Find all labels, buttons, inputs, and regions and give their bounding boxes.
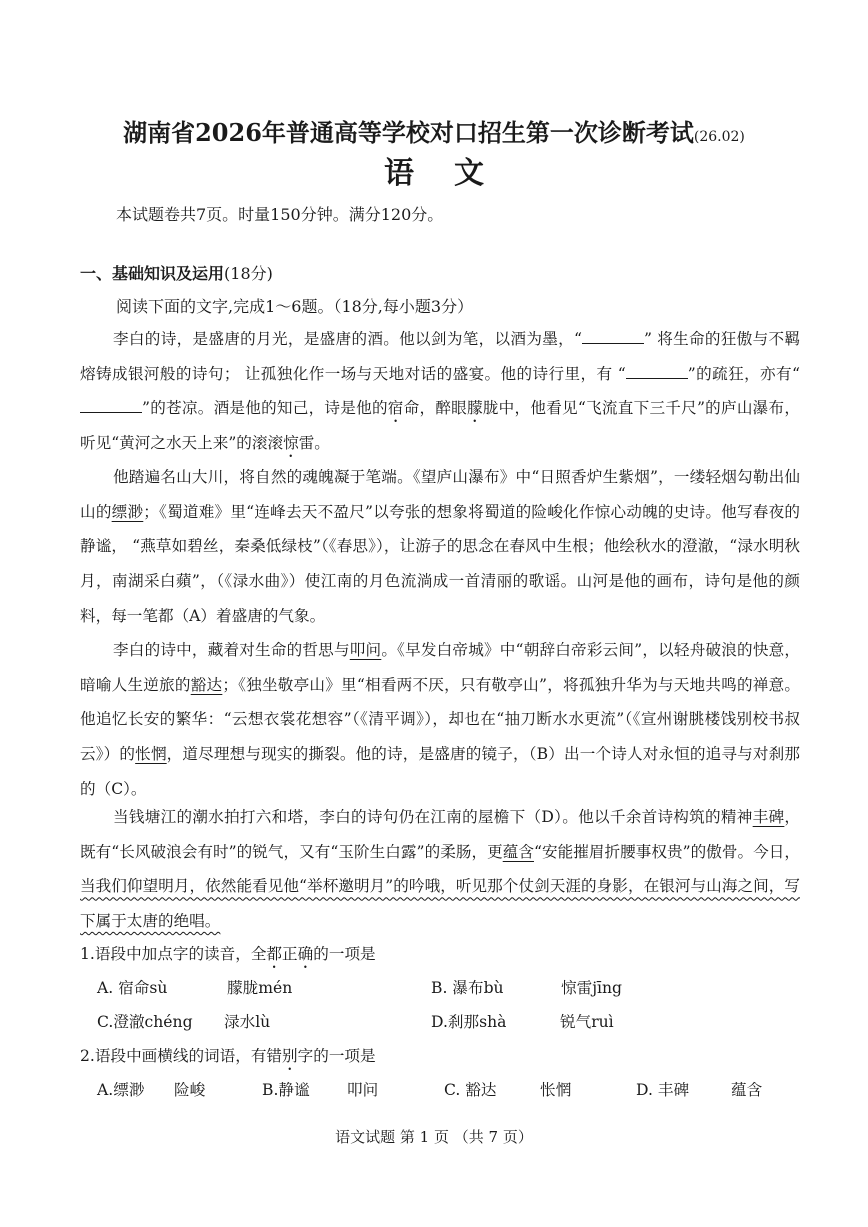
question-1-stem	[80, 942, 376, 972]
text-run: 的一项是	[313, 945, 376, 963]
section-instruction: 阅读下面的文字,完成1～6题。（18分,每小题3分）	[116, 297, 474, 316]
page-footer: 语文试题 第 1 页 （共 7 页）	[335, 1128, 533, 1146]
option-word: 缥渺	[113, 1081, 145, 1099]
q2-option-b[interactable]	[262, 1078, 310, 1100]
text-run: 他踏遍名山大川，将自然的魂魄凝于笔端。《望庐山瀑布》中“日照香炉生紫烟”，一缕轻烟勾勒出仙山的	[80, 468, 800, 521]
text-run: ；《蜀道难》里“连峰去天不盈尺”以夸张的想象将蜀道的险峻化作惊心动魄的史诗。他写春夜的静谧， “燕草如碧丝，秦桑低绿枝”（《春思》），让游子的思念在春风中生根；他绘秋水的澄澈，“渌水明秋月，南湖采白蘋”，（《渌水曲》）使江南的月色流淌成一首清丽的歌谣。山河是他的画布，诗句是他的颜料，每一笔都（A）着盛唐的气象。	[80, 502, 800, 625]
text-run: ”的苍凉。酒是他的知己，诗是他的	[142, 399, 388, 418]
subject-heading: 语文	[384, 156, 524, 191]
section-title: 一、基础知识及运用	[80, 264, 225, 283]
option-letter: C.	[97, 1013, 114, 1031]
text-run: ，既有“长风破浪会有时”的锐气，又有“玉阶生白露”的柔肠，更	[80, 808, 800, 861]
dotted-char: 都	[266, 945, 283, 963]
fill-blank-3	[80, 400, 142, 413]
exam-title	[0, 113, 868, 148]
underlined-word: 叩问	[349, 641, 382, 659]
exam-date: (26.02)	[693, 129, 745, 145]
option-letter: D.	[431, 1013, 448, 1031]
option-word: 静谧	[278, 1081, 310, 1099]
section-heading	[80, 261, 273, 284]
q2-option-a[interactable]	[97, 1078, 144, 1100]
question-2-stem	[80, 1044, 376, 1074]
wavy-underlined-sentence: 当我们仰望明月，依然能看见他“举杯邀明月”的吟哦，听见那个仗剑天涯的身影，在银河与山海之间，写下属于太唐的绝唱。	[80, 877, 800, 931]
text-run: 胧中，他看见“飞流直下三千尺”的庐山瀑布，听见“黄河之水天上来”的滚滚	[80, 399, 800, 453]
passage-paragraph-1	[80, 322, 800, 461]
underlined-word: 缥渺	[111, 502, 144, 521]
q2-option-b-word-2: 叩问	[347, 1081, 379, 1099]
text-run: 当钱塘江的潮水拍打六和塔，李白的诗句仍在江南的屋檐下（D）。他以千余首诗构筑的精神	[113, 808, 753, 826]
dotted-char: 确	[297, 945, 314, 963]
option-letter: A.	[97, 1081, 114, 1099]
underlined-word: 豁达	[190, 675, 223, 694]
q1-option-a-word-2: 朦胧mén	[227, 979, 293, 997]
option-word: 澄澈chéng	[113, 1013, 193, 1031]
underlined-word: 丰碑	[752, 808, 785, 826]
text-run: 2.语段中画横线的词语，有错	[80, 1047, 283, 1065]
text-run: ；《独坐敬亭山》里“相看两不厌，只有敬亭山”，将孤独升华为与天地共鸣的禅意。他追忆长安的繁华：“云想衣裳花想容”（《清平调》），却也在“抽刀断水水更流”（《宣州谢朓楼饯别校书叔云》）的	[80, 675, 800, 764]
q2-option-a-word-2: 险峻	[174, 1081, 206, 1099]
exam-title-text: 湖南省2026年普通高等学校对口招生第一次诊断考试	[123, 118, 694, 147]
option-word: 丰碑	[657, 1081, 690, 1099]
fill-blank-1	[582, 331, 644, 344]
q2-option-d[interactable]	[636, 1078, 689, 1100]
passage-paragraph-4	[80, 800, 800, 939]
text-run: ” 将生命的狂傲与不羁熔铸成银河般的诗句； 让孤独化作一场与天地对话的盛宴。他的诗行里，有 “	[80, 330, 800, 383]
underlined-word: 怅惘	[135, 745, 167, 764]
option-letter: A.	[97, 979, 114, 997]
q1-option-d-word-2: 锐气ruì	[560, 1013, 614, 1031]
dotted-char: 惊	[283, 434, 299, 453]
option-letter: B.	[431, 979, 448, 997]
text-run: “安能摧眉折腰事权贵”的傲骨。今日，	[533, 842, 800, 861]
text-run: ”的疏狂，亦有“	[687, 364, 800, 383]
text-run: 李白的诗，是盛唐的月光，是盛唐的酒。他以剑为笔，以酒为墨，“	[113, 330, 582, 348]
passage-paragraph-2	[80, 460, 800, 634]
option-letter: B.	[262, 1081, 279, 1099]
exam-intro: 本试题卷共7页。时量150分钟。满分120分。	[116, 205, 444, 224]
text-run: 字的一项是	[297, 1047, 376, 1065]
text-run: 。《早发白帝城》中“朝辞白帝彩云间”，以轻舟破浪的快意，暗喻人生逆旅的	[80, 641, 800, 694]
option-word: 豁达	[465, 1081, 497, 1099]
text-run: 雷。	[298, 434, 330, 453]
fill-blank-2	[626, 366, 688, 379]
dotted-char: 别	[282, 1047, 298, 1065]
q1-option-a[interactable]	[97, 976, 167, 998]
q1-option-b[interactable]	[431, 976, 504, 998]
q2-option-d-word-2: 蕴含	[731, 1081, 763, 1099]
q1-option-b-word-2: 惊雷jīng	[561, 979, 623, 997]
underlined-word: 蕴含	[502, 842, 534, 861]
text-run: 1.语段中加点字的读音，全	[80, 945, 267, 963]
text-run: 正	[282, 945, 298, 963]
dotted-char: 宿	[387, 399, 404, 418]
section-score: (18分)	[224, 264, 273, 283]
dotted-char: 朦	[467, 399, 483, 418]
text-run: 李白的诗中，藏着对生命的哲思与	[113, 641, 350, 659]
option-word: 刹那shà	[447, 1013, 507, 1031]
q1-option-c[interactable]	[97, 1010, 193, 1032]
q1-option-d[interactable]	[431, 1010, 506, 1032]
passage-paragraph-3	[80, 633, 800, 807]
option-letter: D.	[636, 1081, 653, 1099]
text-run: 命，醉眼	[403, 399, 467, 418]
q2-option-c-word-2: 怅惘	[540, 1081, 572, 1099]
option-word: 瀑布bù	[452, 979, 504, 997]
q1-option-c-word-2: 渌水lù	[224, 1013, 271, 1031]
q2-option-c[interactable]	[444, 1078, 497, 1100]
text-run: ，道尽理想与现实的撕裂。他的诗，是盛唐的镜子，（B）出一个诗人对永恒的追寻与对刹那的（C）。	[80, 745, 800, 798]
option-word: 宿命sù	[118, 979, 168, 997]
option-letter: C.	[444, 1081, 461, 1099]
